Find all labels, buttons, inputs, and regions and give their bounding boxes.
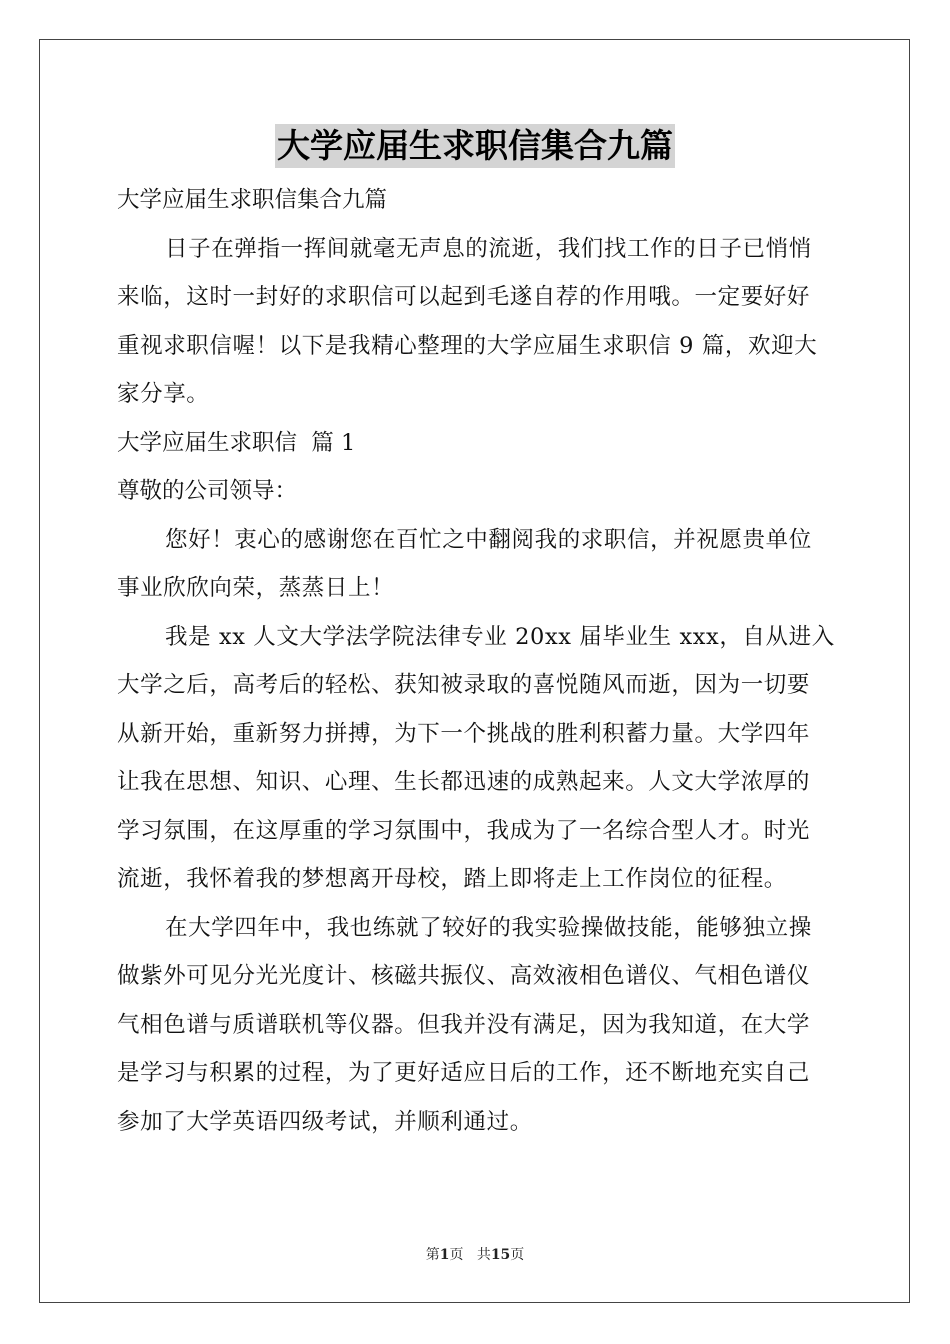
intro-paragraph — [117, 225, 833, 419]
total-prefix: 共 — [476, 1247, 491, 1263]
paragraph-introduction — [117, 613, 833, 904]
title-container — [0, 124, 950, 168]
page-prefix: 第 — [425, 1247, 440, 1263]
paragraph-line: 学习氛围，在这厚重的学习氛围中，我成为了一名综合型人才。时光 — [117, 817, 811, 844]
paragraph-line: 来临，这时一封好的求职信可以起到毛遂自荐的作用哦。一定要好好 — [117, 284, 811, 310]
total-pages: 15 — [490, 1247, 511, 1263]
paragraph-line: 在大学四年中，我也练就了较好的我实验操做技能，能够独立操 — [165, 914, 812, 941]
paragraph-line: 做紫外可见分光光度计、核磁共振仪、高效液相色谱仪、气相色谱仪 — [117, 963, 811, 989]
paragraph-line: 重视求职信喔！以下是我精心整理的大学应届生求职信 9 篇，欢迎大 — [117, 332, 818, 359]
paragraph-line: 参加了大学英语四级考试，并顺利通过。 — [117, 1108, 533, 1135]
paragraph-line: 家分享。 — [117, 381, 210, 407]
salutation: 尊敬的公司领导： — [117, 478, 298, 504]
paragraph-line: 气相色谱与质谱联机等仪器。但我并没有满足，因为我知道，在大学 — [117, 1011, 811, 1038]
paragraph-line: 流逝，我怀着我的梦想离开母校，踏上即将走上工作岗位的征程。 — [117, 866, 787, 892]
paragraph-greeting — [117, 516, 833, 613]
paragraph-line: 大学之后，高考后的轻松、获知被录取的喜悦随风而逝，因为一切要 — [117, 672, 811, 698]
document-body — [117, 176, 833, 1146]
page-label: 页 — [449, 1247, 464, 1263]
paragraph-line: 是学习与积累的过程，为了更好适应日后的工作，还不断地充实自己 — [117, 1060, 811, 1086]
paragraph-skills — [117, 904, 833, 1147]
page-number: 1 — [439, 1247, 450, 1263]
paragraph-line: 日子在弹指一挥间就毫无声息的流逝，我们找工作的日子已悄悄 — [165, 235, 812, 262]
page-footer — [0, 1246, 950, 1264]
paragraph-line: 让我在思想、知识、心理、生长都迅速的成熟起来。人文大学浓厚的 — [117, 769, 811, 795]
paragraph-line: 您好！衷心的感谢您在百忙之中翻阅我的求职信，并祝愿贵单位 — [165, 526, 812, 553]
document-subtitle: 大学应届生求职信集合九篇 — [117, 187, 388, 213]
paragraph-line: 我是 xx 人文大学法学院法律专业 20xx 届毕业生 xxx，自从进入 — [165, 623, 835, 650]
paragraph-line: 从新开始，重新努力拼搏，为下一个挑战的胜利积蓄力量。大学四年 — [117, 720, 811, 747]
paragraph-line: 事业欣欣向荣，蒸蒸日上！ — [117, 575, 395, 601]
document-title: 大学应届生求职信集合九篇 — [275, 124, 675, 168]
section-heading: 大学应届生求职信 篇 1 — [117, 429, 356, 456]
total-label: 页 — [510, 1247, 525, 1263]
